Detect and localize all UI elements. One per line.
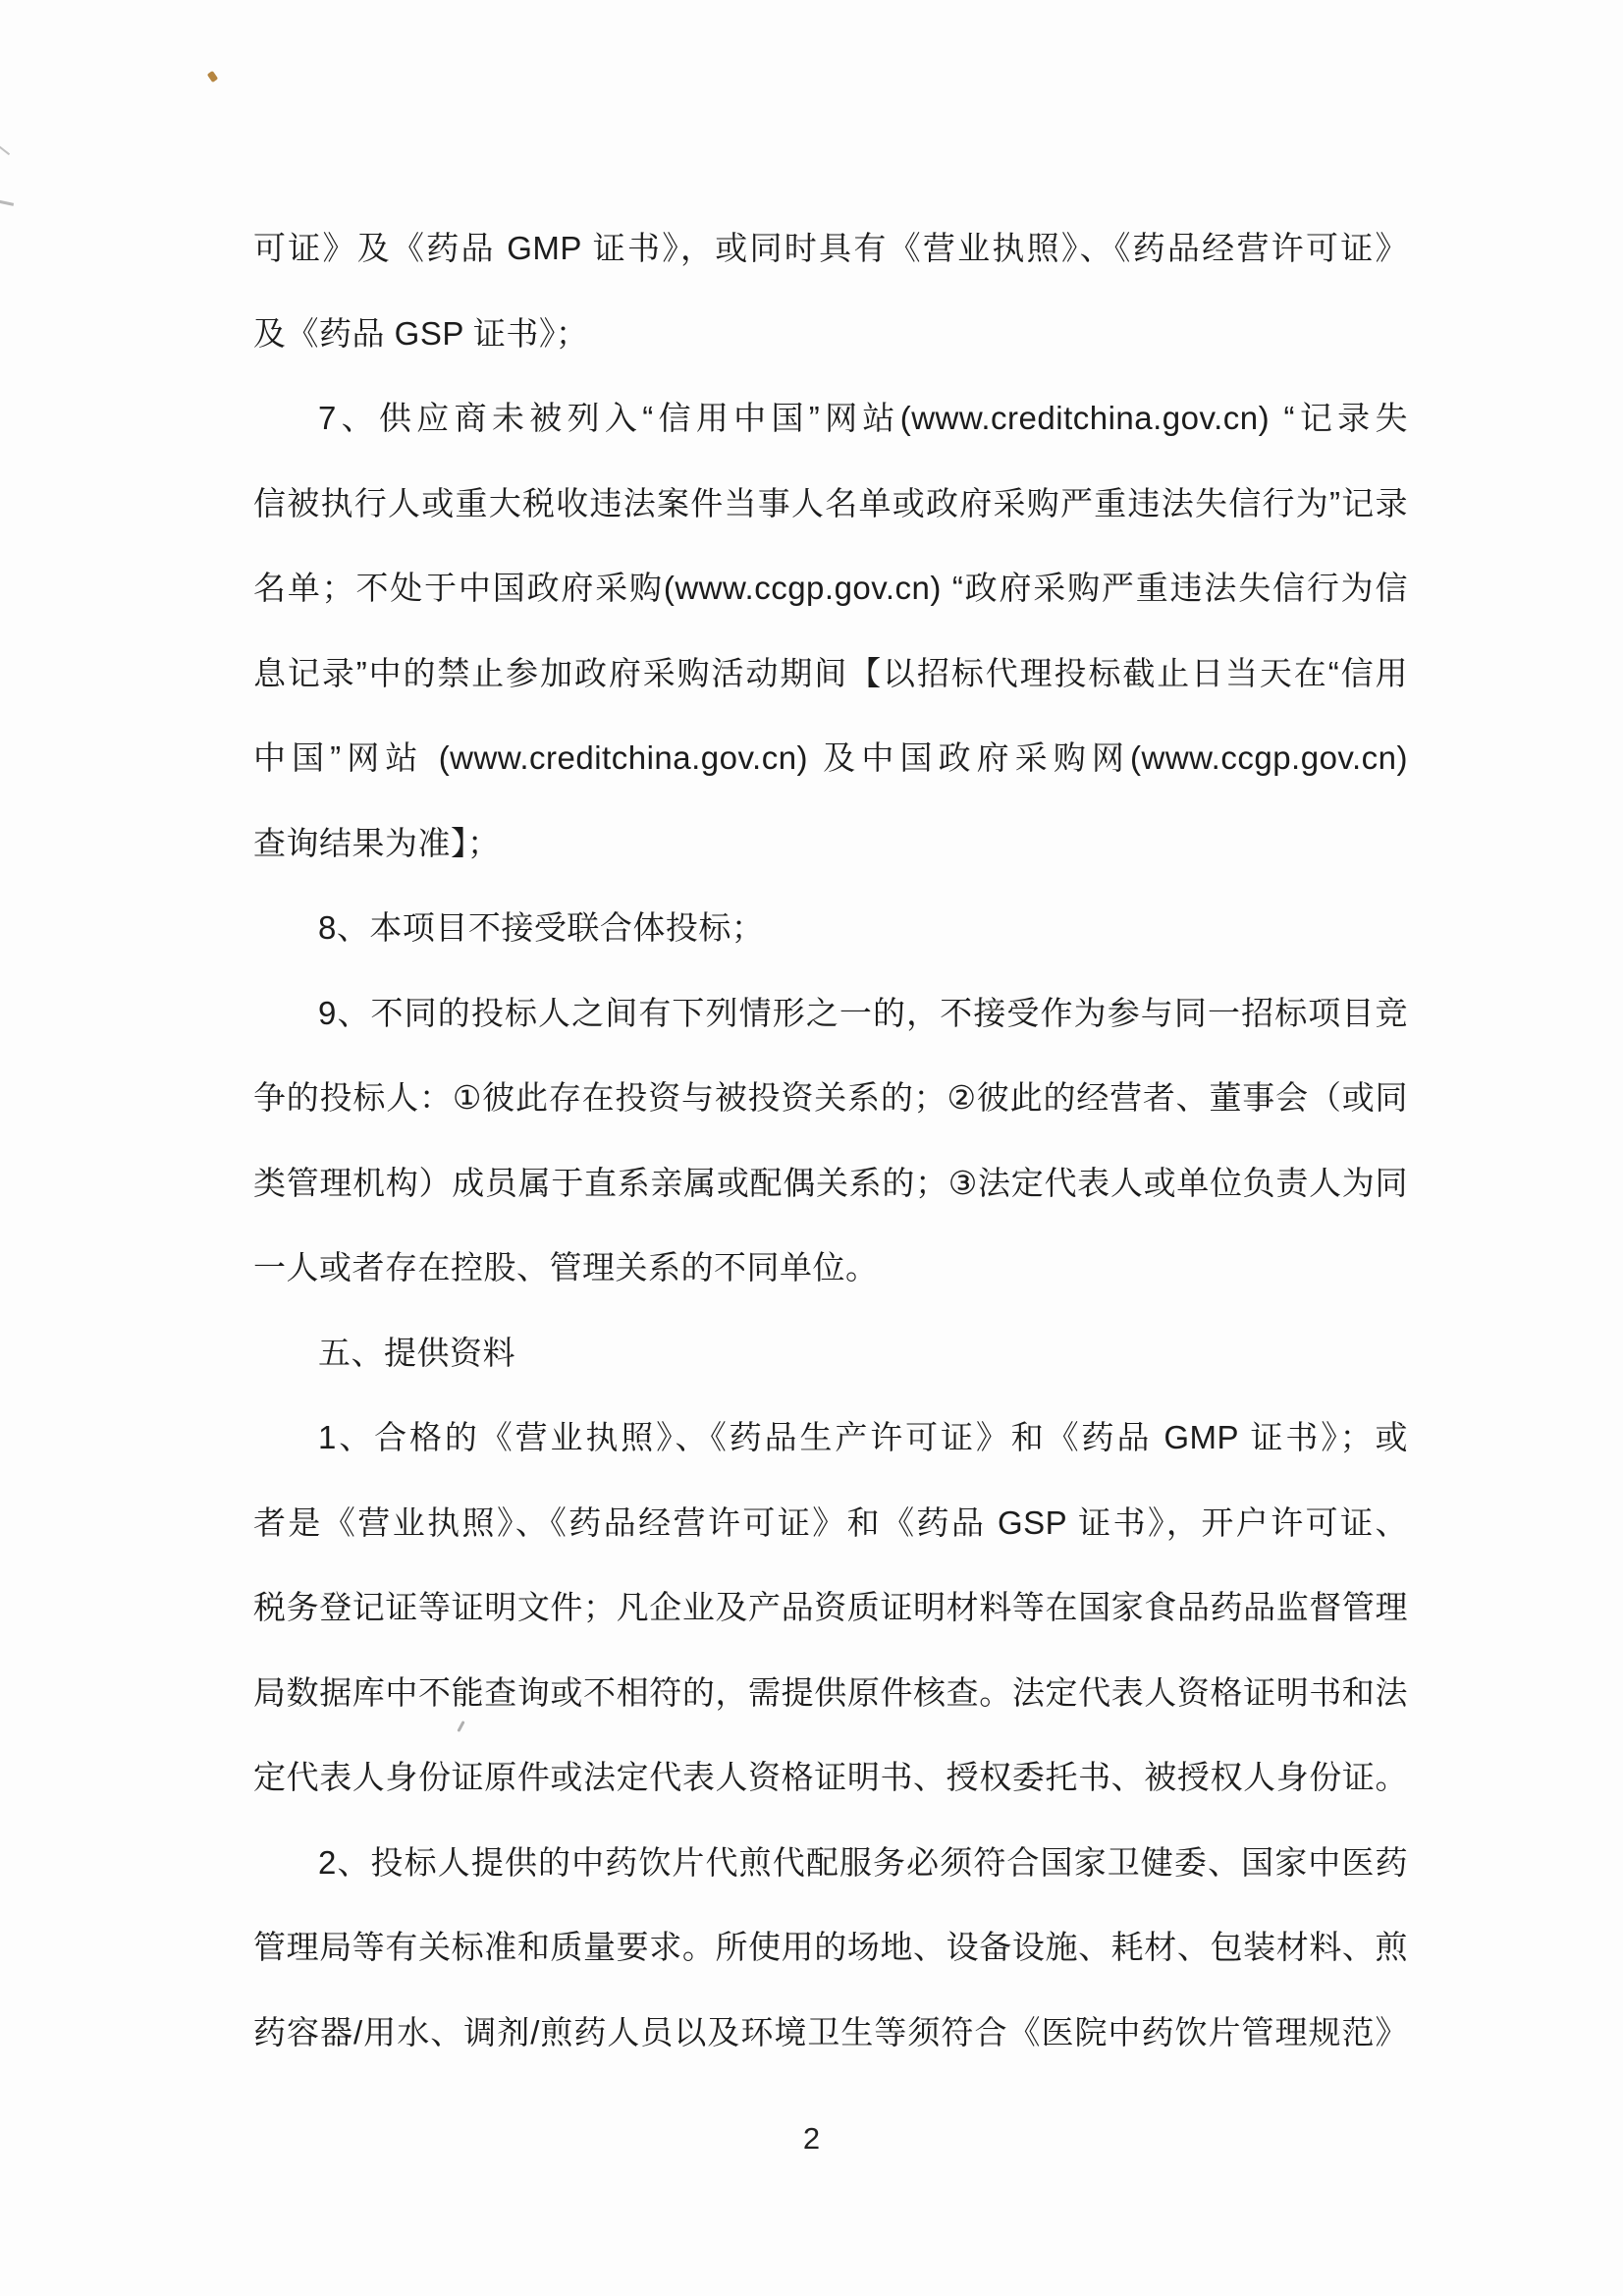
page-number: 2 — [802, 2121, 821, 2156]
document-body — [253, 206, 1408, 2075]
text-line: 1、合格的《营业执照》、《药品生产许可证》和《药品 GMP 证书》；或 — [318, 1419, 1408, 1455]
text-line: 息记录”中的禁止参加政府采购活动期间【以招标代理投标截止日当天在“信用 — [253, 654, 1408, 691]
text-line: 信被执行人或重大税收违法案件当事人名单或政府采购严重违法失信行为”记录 — [253, 484, 1408, 521]
scan-edge-mark — [0, 199, 14, 206]
text-line: 局数据库中不能查询或不相符的，需提供原件核查。法定代表人资格证明书和法 — [253, 1673, 1408, 1711]
text-line: 及《药品 GSP 证书》； — [253, 314, 589, 352]
text-line: 中国”网站 (www.creditchina.gov.cn) 及中国政府采购网(www.ccgp.gov.cn) — [253, 739, 1408, 776]
scan-edge-mark — [0, 145, 10, 155]
text-line: 查询结果为准】； — [253, 824, 501, 861]
text-line: 定代表人身份证原件或法定代表人资格证明书、授权委托书、被授权人身份证。 — [253, 1759, 1408, 1795]
text-line: 名单；不处于中国政府采购(www.ccgp.gov.cn) “政府采购严重违法失信行为信 — [253, 570, 1408, 606]
text-line: 9、不同的投标人之间有下列情形之一的，不接受作为参与同一招标项目竞 — [318, 994, 1408, 1031]
text-line: 一人或者存在控股、管理关系的不同单位。 — [253, 1249, 879, 1285]
text-line: 管理局等有关标准和质量要求。所使用的场地、设备设施、耗材、包装材料、煎 — [253, 1929, 1408, 1965]
text-line: 税务登记证等证明文件；凡企业及产品资质证明材料等在国家食品药品监督管理 — [253, 1589, 1408, 1625]
text-line: 8、本项目不接受联合体投标； — [318, 909, 765, 946]
text-line: 药容器/用水、调剂/煎药人员以及环境卫生等须符合《医院中药饮片管理规范》 — [253, 2013, 1408, 2050]
text-line: 五、提供资料 — [318, 1334, 515, 1371]
scan-speck-artifact — [207, 71, 218, 82]
text-line: 者是《营业执照》、《药品经营许可证》和《药品 GSP 证书》，开户许可证、 — [253, 1503, 1408, 1541]
text-line: 可证》及《药品 GMP 证书》，或同时具有《营业执照》、《药品经营许可证》 — [253, 230, 1408, 266]
text-line: 7、供应商未被列入“信用中国”网站(www.creditchina.gov.cn) “记录失 — [318, 400, 1408, 436]
text-line: 类管理机构）成员属于直系亲属或配偶关系的；③法定代表人或单位负责人为同 — [253, 1164, 1408, 1201]
text-line: 争的投标人：①彼此存在投资与被投资关系的；②彼此的经营者、董事会（或同 — [253, 1079, 1408, 1116]
text-line: 2、投标人提供的中药饮片代煎代配服务必须符合国家卫健委、国家中医药 — [318, 1843, 1408, 1881]
